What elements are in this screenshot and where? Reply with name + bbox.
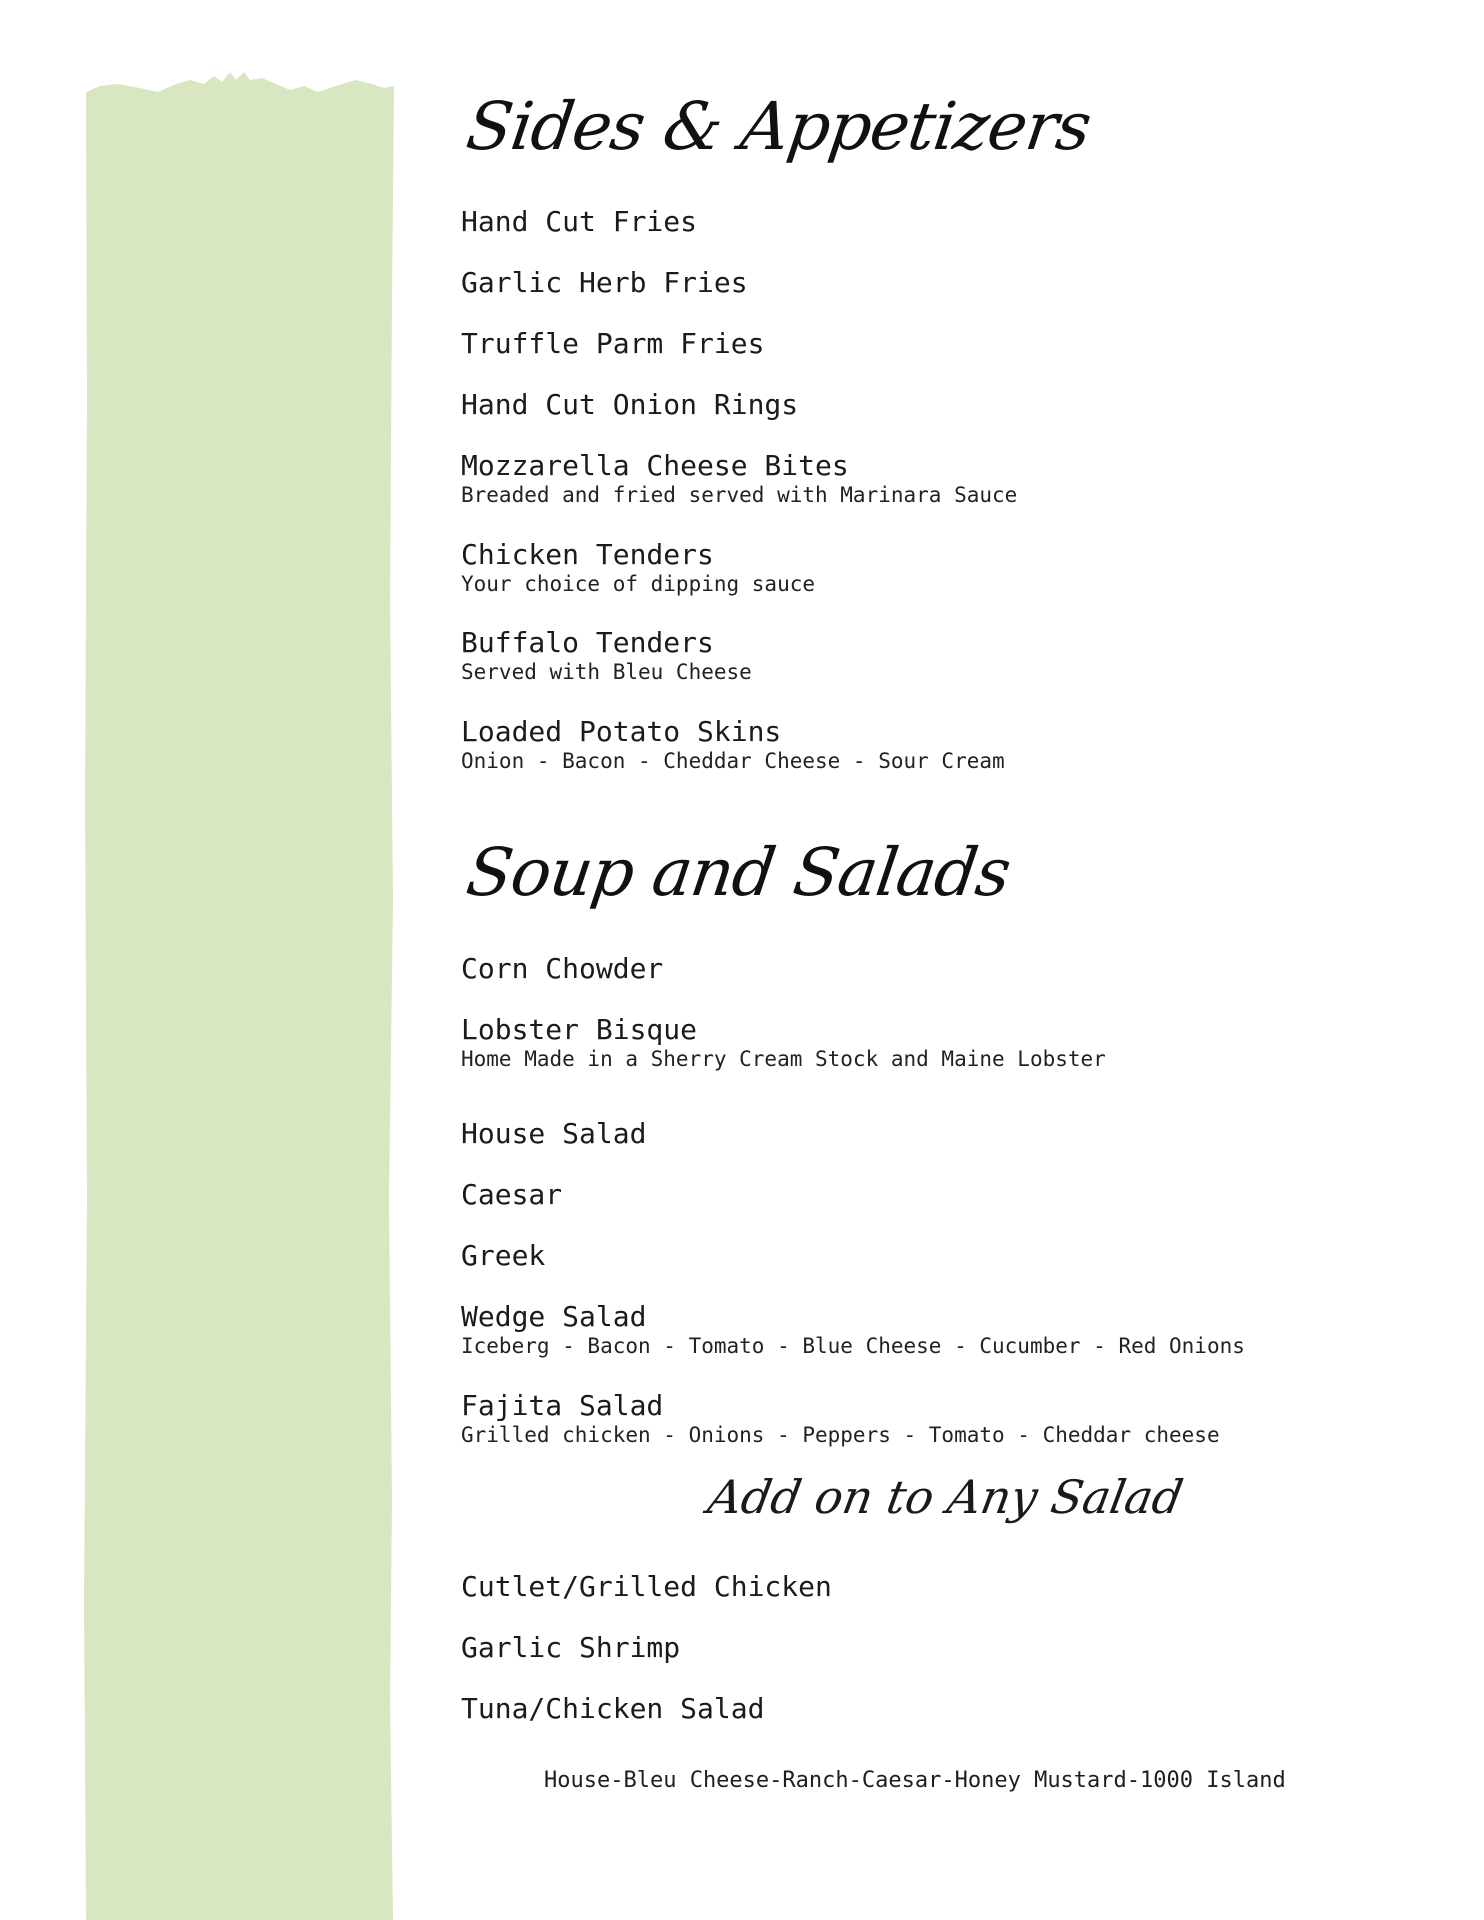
item-description: Grilled chicken - Onions - Peppers - Tomato - Cheddar cheese <box>461 1423 1220 1447</box>
section-title-sides: Sides & Appetizers <box>462 88 1096 165</box>
menu-item <box>461 952 663 986</box>
addon-title: Add on to Any Salad <box>704 1470 1187 1524</box>
menu-item <box>461 715 1005 774</box>
menu-item <box>461 205 697 239</box>
menu-item <box>461 1692 764 1726</box>
menu-item <box>461 1570 832 1604</box>
menu-item <box>461 1239 545 1273</box>
item-name: Caesar <box>461 1178 563 1211</box>
item-name: Corn Chowder <box>461 952 664 985</box>
item-name: Garlic Herb Fries <box>461 266 748 299</box>
item-description: Your choice of dipping sauce <box>461 572 816 596</box>
item-description: Breaded and fried served with Marinara Sauce <box>461 483 1018 507</box>
item-name: House Salad <box>461 1117 647 1150</box>
item-name: Mozzarella Cheese Bites <box>461 449 849 482</box>
dressing-options: House-Bleu Cheese-Ranch-Caesar-Honey Mustard-1000 Island <box>544 1768 1286 1793</box>
menu-item <box>461 1178 562 1212</box>
menu-item <box>461 626 752 685</box>
item-name: Garlic Shrimp <box>461 1631 681 1664</box>
menu-item <box>461 1013 1106 1072</box>
item-name: Fajita Salad <box>461 1389 664 1422</box>
menu-item <box>461 538 815 597</box>
item-name: Truffle Parm Fries <box>461 327 765 360</box>
menu-item <box>461 1300 1245 1359</box>
item-description: Onion - Bacon - Cheddar Cheese - Sour Cream <box>461 749 1005 773</box>
menu-item <box>461 266 748 300</box>
menu-item <box>461 1389 1220 1448</box>
item-name: Chicken Tenders <box>461 538 714 571</box>
menu-item <box>461 1631 680 1665</box>
section-title-soups: Soup and Salads <box>462 834 1015 911</box>
item-name: Tuna/Chicken Salad <box>461 1692 765 1725</box>
item-name: Loaded Potato Skins <box>461 715 782 748</box>
item-description: Home Made in a Sherry Cream Stock and Maine Lobster <box>461 1047 1106 1071</box>
item-name: Greek <box>461 1239 546 1272</box>
menu-item <box>461 449 1017 508</box>
item-name: Hand Cut Fries <box>461 205 698 238</box>
item-description: Served with Bleu Cheese <box>461 660 752 684</box>
item-name: Buffalo Tenders <box>461 626 714 659</box>
menu-item <box>461 388 798 422</box>
item-name: Cutlet/Grilled Chicken <box>461 1570 832 1603</box>
item-name: Lobster Bisque <box>461 1013 698 1046</box>
item-description: Iceberg - Bacon - Tomato - Blue Cheese - Cucumber - Red Onions <box>461 1334 1245 1358</box>
item-name: Hand Cut Onion Rings <box>461 388 799 421</box>
menu-item <box>461 1117 646 1151</box>
menu-item <box>461 327 764 361</box>
item-name: Wedge Salad <box>461 1300 647 1333</box>
